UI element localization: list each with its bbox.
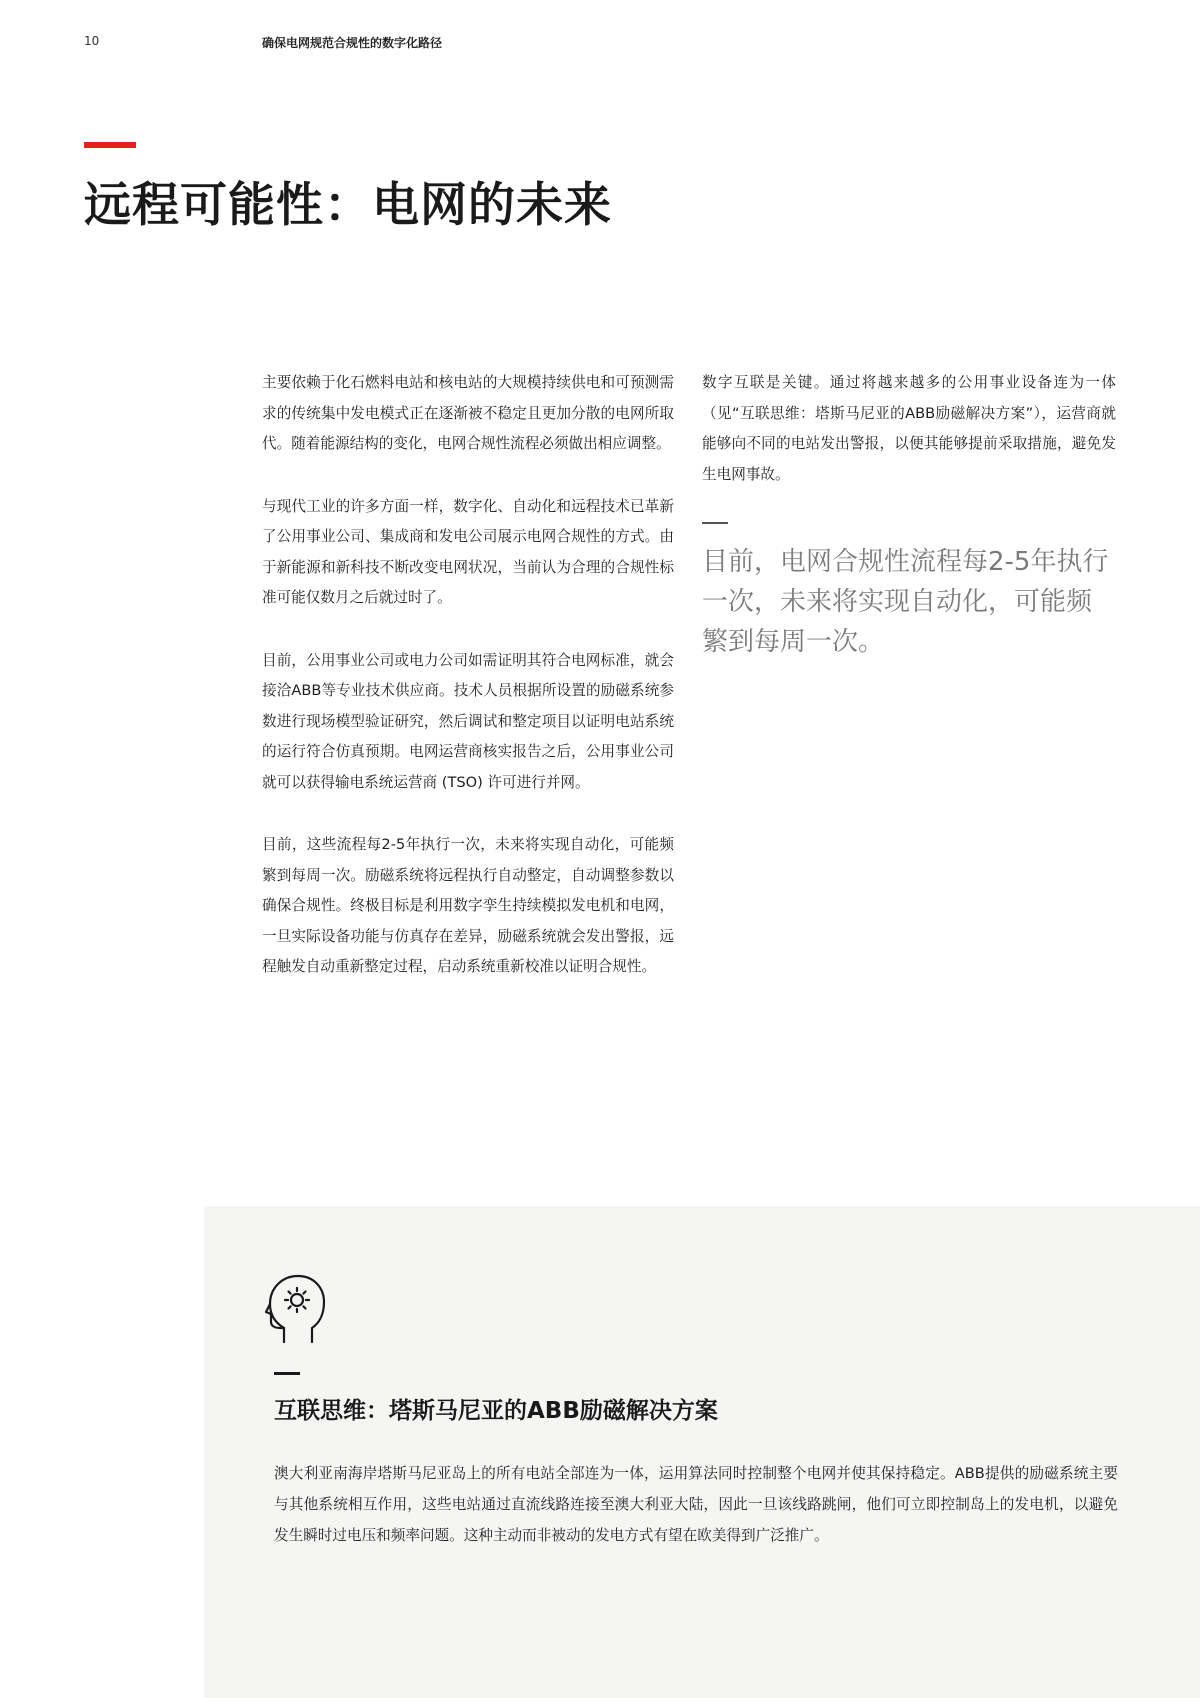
body-paragraph: 主要依赖于化石燃料电站和核电站的大规模持续供电和可预测需求的传统集中发电模式正在逐渐被不稳定且更加分散的电网所取代。随着能源结构的变化，电网合规性流程必须做出相应调整。 (262, 374, 674, 452)
pull-quote: 目前，电网合规性流程每2-5年执行一次，未来将实现自动化，可能频繁到每周一次。 (702, 547, 1109, 657)
right-column (702, 368, 1116, 662)
case-study-box (204, 1206, 1200, 1698)
title-accent-bar (84, 142, 136, 148)
left-column (262, 368, 674, 1015)
body-paragraph: 目前，公用事业公司或电力公司如需证明其符合电网标准，就会接洽ABB等专业技术供应商。技术人员根据所设置的励磁系统参数进行现场模型验证研究，然后调试和整定项目以证明电站系统的运行符合仿真预期。电网运营商核实报告之后，公用事业公司就可以获得输电系统运营商 (TSO) 许可进行并网。 (262, 651, 674, 791)
body-paragraph: 目前，这些流程每2-5年执行一次，未来将实现自动化，可能频繁到每周一次。励磁系统将远程执行自动整定，自动调整参数以确保合规性。终极目标是利用数字孪生持续模拟发电机和电网，一旦实际设备功能与仿真存在差异，励磁系统就会发出警报，远程触发自动重新整定过程，启动系统重新校准以证明合规性。 (262, 836, 674, 975)
running-header: 确保电网规范合规性的数字化路径 (262, 36, 443, 50)
box-title: 互联思维：塔斯马尼亚的ABB励磁解决方案 (274, 1398, 718, 1424)
pull-quote-rule (702, 522, 728, 524)
page-title: 远程可能性：电网的未来 (84, 178, 612, 233)
body-paragraph: 数字互联是关键。通过将越来越多的公用事业设备连为一体（见“互联思维：塔斯马尼亚的ABB励磁解决方案”），运营商就能够向不同的电站发出警报，以便其能够提前采取措施，避免发生电网事故。 (702, 374, 1116, 483)
body-paragraph: 与现代工业的许多方面一样，数字化、自动化和远程技术已革新了公用事业公司、集成商和发电公司展示电网合规性的方式。由于新能源和新科技不断改变电网状况，当前认为合理的合规性标准可能仅数月之后就过时了。 (262, 497, 674, 606)
page-number: 10 (84, 34, 100, 48)
box-title-rule (274, 1372, 300, 1375)
head-gear-icon (264, 1272, 328, 1344)
box-text: 澳大利亚南海岸塔斯马尼亚岛上的所有电站全部连为一体，运用算法同时控制整个电网并使其保持稳定。ABB提供的励磁系统主要与其他系统相互作用，这些电站通过直流线路连接至澳大利亚大陆，因此一旦该线路跳闸，他们可立即控制岛上的发电机，以避免发生瞬时过电压和频率问题。这种主动而非被动的发电方式有望在欧美得到广泛推广。 (274, 1465, 1118, 1544)
